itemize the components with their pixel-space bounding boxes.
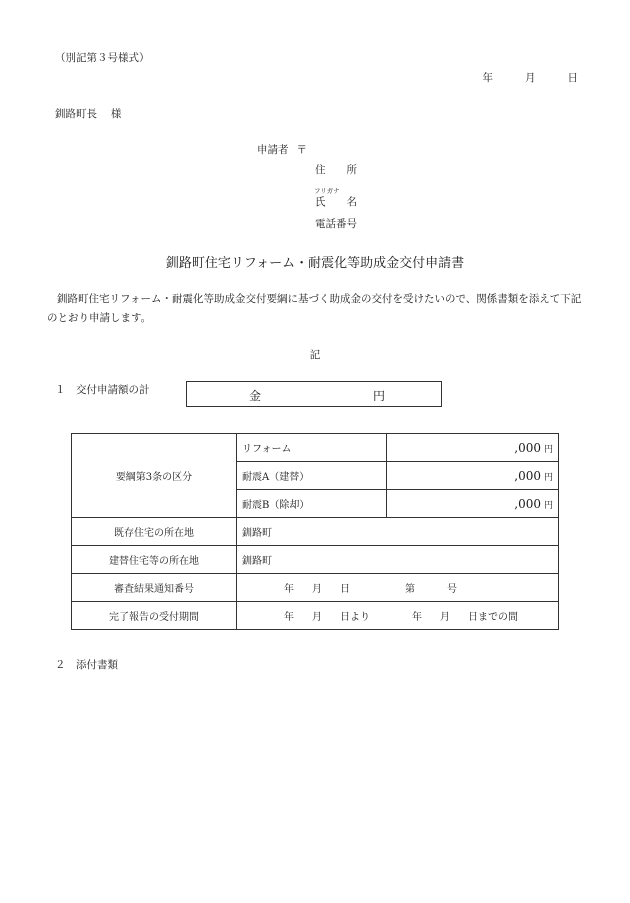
table-row <box>72 518 559 546</box>
amount-kin: 金 <box>249 389 262 403</box>
category-seismic-b: 耐震B（除却） <box>237 490 387 518</box>
furigana-label: フリガナ <box>314 187 340 195</box>
amount-seismic-b[interactable]: ,000 円 <box>387 490 559 518</box>
category-label: 要綱第3条の区分 <box>72 434 237 518</box>
existing-location-label: 既存住宅の所在地 <box>72 518 237 546</box>
amount-seismic-a[interactable]: ,000 円 <box>387 462 559 490</box>
report-period-value[interactable]: 年 月 日より 年 月 日までの間 <box>237 602 559 630</box>
category-reform: リフォーム <box>237 434 387 462</box>
date-line <box>483 70 579 85</box>
category-seismic-a: 耐震A（建替） <box>237 462 387 490</box>
date-year: 年 <box>482 72 493 84</box>
postal-mark: 〒 <box>296 144 307 156</box>
notice-number-value[interactable]: 年 月 日 第 号 <box>237 574 559 602</box>
date-month: 月 <box>525 72 536 84</box>
amount-reform[interactable]: ,000 円 <box>387 434 559 462</box>
amount-box[interactable] <box>186 381 442 407</box>
amount-yen: 円 <box>373 389 386 403</box>
addressee: 釧路町長 様 <box>55 108 122 120</box>
address-label: 住 所 <box>315 164 357 176</box>
body-text: 釧路町住宅リフォーム・耐震化等助成金交付要綱に基づく助成金の交付を受けたいので、関係書類を添えて下記のとおり申請します。 <box>47 293 582 324</box>
date-day: 日 <box>567 72 578 84</box>
document-title: 釧路町住宅リフォーム・耐震化等助成金交付申請書 <box>165 256 465 271</box>
ki-heading: 記 <box>309 349 321 361</box>
table-row <box>72 574 559 602</box>
item1-label: １ 交付申請額の計 <box>55 384 150 396</box>
report-period-label: 完了報告の受付期間 <box>72 602 237 630</box>
form-number: （別記第３号様式） <box>55 52 150 64</box>
rebuild-location-value[interactable]: 釧路町 <box>237 546 559 574</box>
existing-location-value[interactable]: 釧路町 <box>237 518 559 546</box>
applicant-block <box>257 142 307 157</box>
application-table <box>71 433 559 630</box>
phone-label: 電話番号 <box>315 218 357 230</box>
item2-label: ２ 添付書類 <box>55 659 118 671</box>
table-row <box>72 434 559 462</box>
name-label: 氏 名 <box>315 196 357 208</box>
table-row <box>72 546 559 574</box>
applicant-label: 申請者 <box>257 144 289 156</box>
rebuild-location-label: 建替住宅等の所在地 <box>72 546 237 574</box>
table-row <box>72 602 559 630</box>
notice-number-label: 審査結果通知番号 <box>72 574 237 602</box>
